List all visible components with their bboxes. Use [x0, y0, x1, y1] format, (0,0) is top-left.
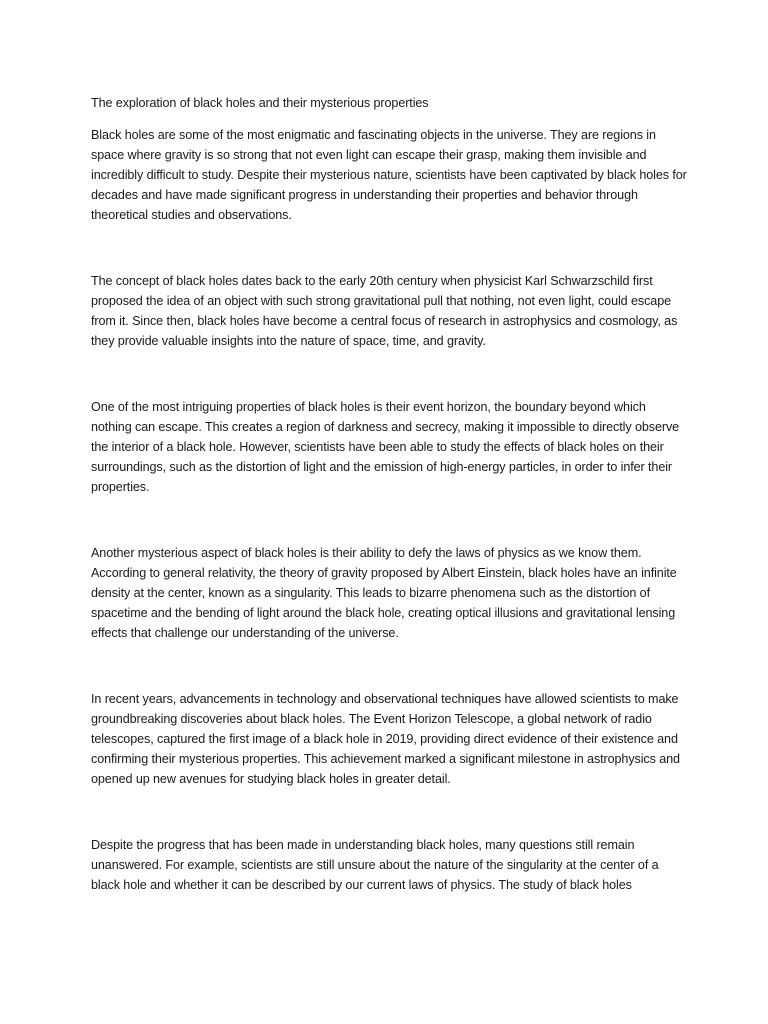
- paragraph-6: Despite the progress that has been made in understanding black holes, many questions still remain unanswered. For example, scientists are still unsure about the nature of the singularity at the center of a black hole and whether it can be described by our current laws of physics. The study of black holes: [91, 838, 659, 892]
- paragraph-2: The concept of black holes dates back to the early 20th century when physicist Karl Schwarzschild first proposed the idea of an object with such strong gravitational pull that nothing, not even light, could escape from it. Since then, black holes have become a central focus of research in astrophysics and cosmology, as they provide valuable insights into the nature of space, time, and gravity.: [91, 274, 678, 348]
- paragraph-1: Black holes are some of the most enigmatic and fascinating objects in the universe. They are regions in space where gravity is so strong that not even light can escape their grasp, making them invisible and incredibly difficult to study. Despite their mysterious nature, scientists have been captivated by black holes for decades and have made significant progress in understanding their properties and behavior through theoretical studies and observations.: [91, 128, 687, 222]
- paragraph-5: In recent years, advancements in technology and observational techniques have allowed scientists to make groundbreaking discoveries about black holes. The Event Horizon Telescope, a global network of radio telescopes, captured the first image of a black hole in 2019, providing direct evidence of their existence and confirming their mysterious properties. This achievement marked a significant milestone in astrophysics and opened up new avenues for studying black holes in greater detail.: [91, 692, 680, 786]
- paragraph-4: Another mysterious aspect of black holes is their ability to defy the laws of physics as we know them. According to general relativity, the theory of gravity proposed by Albert Einstein, black holes have an infinite density at the center, known as a singularity. This leads to bizarre phenomena such as the distortion of spacetime and the bending of light around the black hole, creating optical illusions and gravitational lensing effects that challenge our understanding of the universe.: [91, 546, 677, 640]
- document-title: The exploration of black holes and their mysterious properties: [91, 96, 429, 110]
- paragraph-3: One of the most intriguing properties of black holes is their event horizon, the boundary beyond which nothing can escape. This creates a region of darkness and secrecy, making it impossible to directly observe the interior of a black hole. However, scientists have been able to study the effects of black holes on their surroundings, such as the distortion of light and the emission of high-energy particles, in order to infer their properties.: [91, 400, 680, 494]
